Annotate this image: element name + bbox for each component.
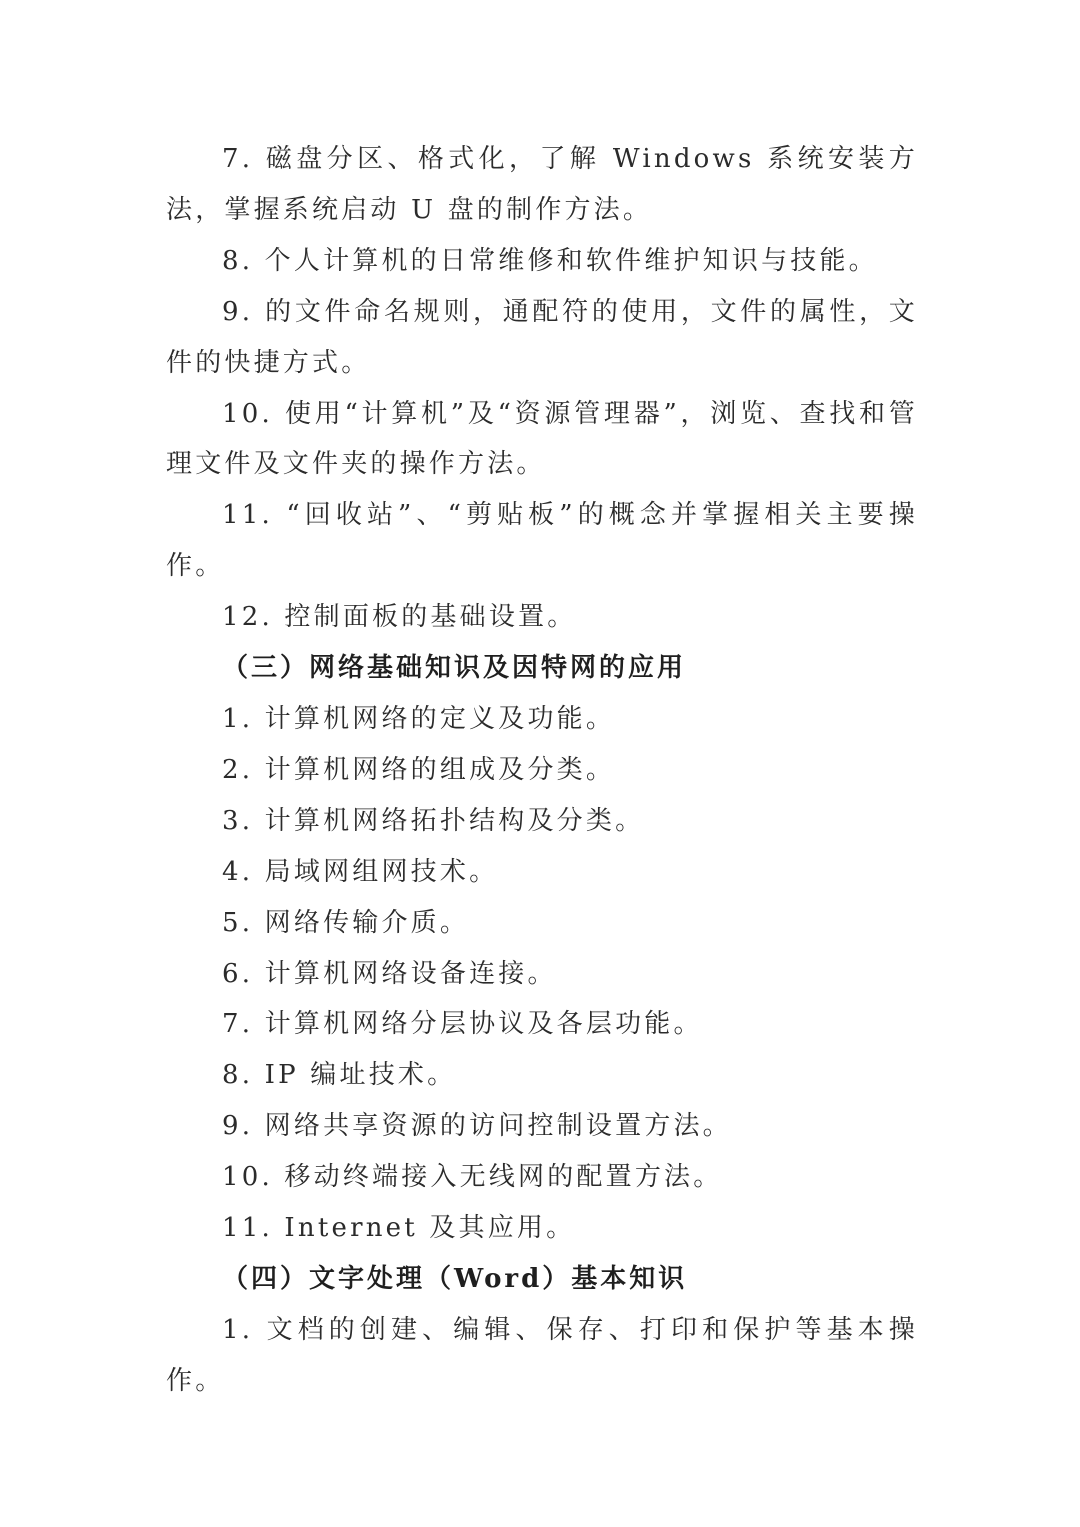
list-item: 7. 磁盘分区、格式化，了解 Windows 系统安装方法，掌握系统启动 U 盘的制作方法。 — [166, 144, 918, 225]
list-item: 3. 计算机网络拓扑结构及分类。 — [222, 805, 645, 836]
list-item: 1. 文档的创建、编辑、保存、打印和保护等基本操作。 — [166, 1314, 918, 1396]
list-item: 2. 计算机网络的组成及分类。 — [222, 754, 616, 785]
list-item: 12. 控制面板的基础设置。 — [222, 602, 577, 633]
list-item: 4. 局域网组网技术。 — [222, 856, 499, 887]
section-heading-network: （三）网络基础知识及因特网的应用 — [222, 653, 687, 684]
document-body — [166, 134, 918, 1407]
list-item: 9. 的文件命名规则，通配符的使用，文件的属性，文件的快捷方式。 — [166, 296, 918, 378]
list-item: 11. Internet 及其应用。 — [222, 1213, 576, 1244]
list-item: 6. 计算机网络设备连接。 — [222, 958, 557, 989]
section-heading-word: （四）文字处理（Word）基本知识 — [222, 1263, 688, 1294]
list-item: 5. 网络传输介质。 — [222, 907, 470, 938]
list-item: 10. 使用“计算机”及“资源管理器”，浏览、查找和管理文件及文件夹的操作方法。 — [166, 398, 918, 480]
list-item: 9. 网络共享资源的访问控制设置方法。 — [222, 1111, 732, 1142]
list-item: 10. 移动终端接入无线网的配置方法。 — [222, 1162, 723, 1193]
list-item: 7. 计算机网络分层协议及各层功能。 — [222, 1009, 703, 1040]
list-item: 11. “回收站”、“剪贴板”的概念并掌握相关主要操作。 — [166, 500, 918, 582]
list-item: 8. IP 编址技术。 — [222, 1060, 457, 1091]
list-item: 1. 计算机网络的定义及功能。 — [222, 703, 616, 734]
list-item: 8. 个人计算机的日常维修和软件维护知识与技能。 — [222, 245, 878, 276]
